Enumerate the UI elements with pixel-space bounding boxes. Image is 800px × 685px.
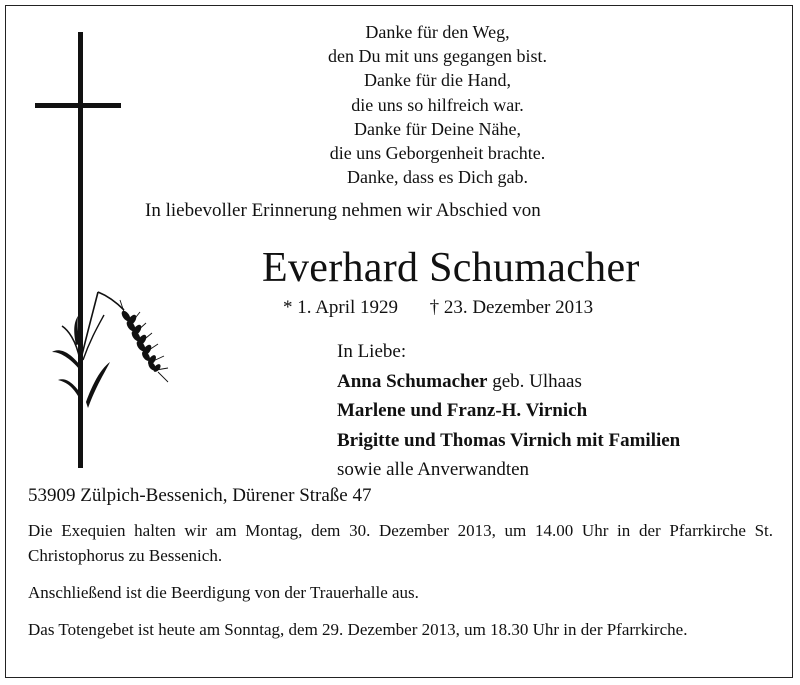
mourner-line: Marlene und Franz-H. Virnich: [337, 400, 588, 421]
burial-paragraph: Anschließend ist die Beerdigung von der Trauerhalle aus.: [28, 583, 419, 602]
mourners-heading: In Liebe:: [337, 341, 407, 362]
poem-line: die uns so hilfreich war.: [351, 94, 524, 115]
mourner-name: Anna Schumacher: [337, 370, 488, 392]
mourner-line: sowie alle Anverwandten: [337, 459, 530, 480]
funeral-mass-paragraph: Die Exequien halten wir am Montag, dem 30. Dezember 2013, um 14.00 Uhr in der Pfarrkirche St. Christophorus zu Bessenich.: [28, 521, 773, 565]
life-dates: [283, 297, 593, 319]
mourner-line: [337, 367, 680, 397]
prayer-paragraph: Das Totengebet ist heute am Sonntag, dem 29. Dezember 2013, um 18.30 Uhr in der Pfarrkirche.: [28, 620, 688, 639]
cross-with-wheat-icon: [28, 30, 178, 470]
poem-line: Danke, dass es Dich gab.: [347, 167, 528, 188]
poem-line: Danke für Deine Nähe,: [354, 118, 521, 139]
mourners-list: [337, 337, 680, 485]
deceased-name: Everhard Schumacher: [262, 245, 640, 291]
birth-date: * 1. April 1929: [283, 297, 399, 318]
death-date: † 23. Dezember 2013: [429, 297, 594, 318]
family-address: 53909 Zülpich-Bessenich, Dürener Straße 47: [28, 485, 372, 506]
mourner-note: geb. Ulhaas: [487, 370, 582, 392]
poem-line: Danke für die Hand,: [364, 70, 511, 91]
poem: [300, 20, 575, 189]
poem-line: die uns Geborgenheit brachte.: [329, 143, 546, 164]
poem-line: Danke für den Weg,: [365, 22, 510, 42]
poem-line: den Du mit uns gegangen bist.: [328, 46, 547, 67]
farewell-intro: In liebevoller Erinnerung nehmen wir Abschied von: [145, 200, 541, 221]
mourner-line: Brigitte und Thomas Virnich mit Familien: [337, 429, 681, 451]
